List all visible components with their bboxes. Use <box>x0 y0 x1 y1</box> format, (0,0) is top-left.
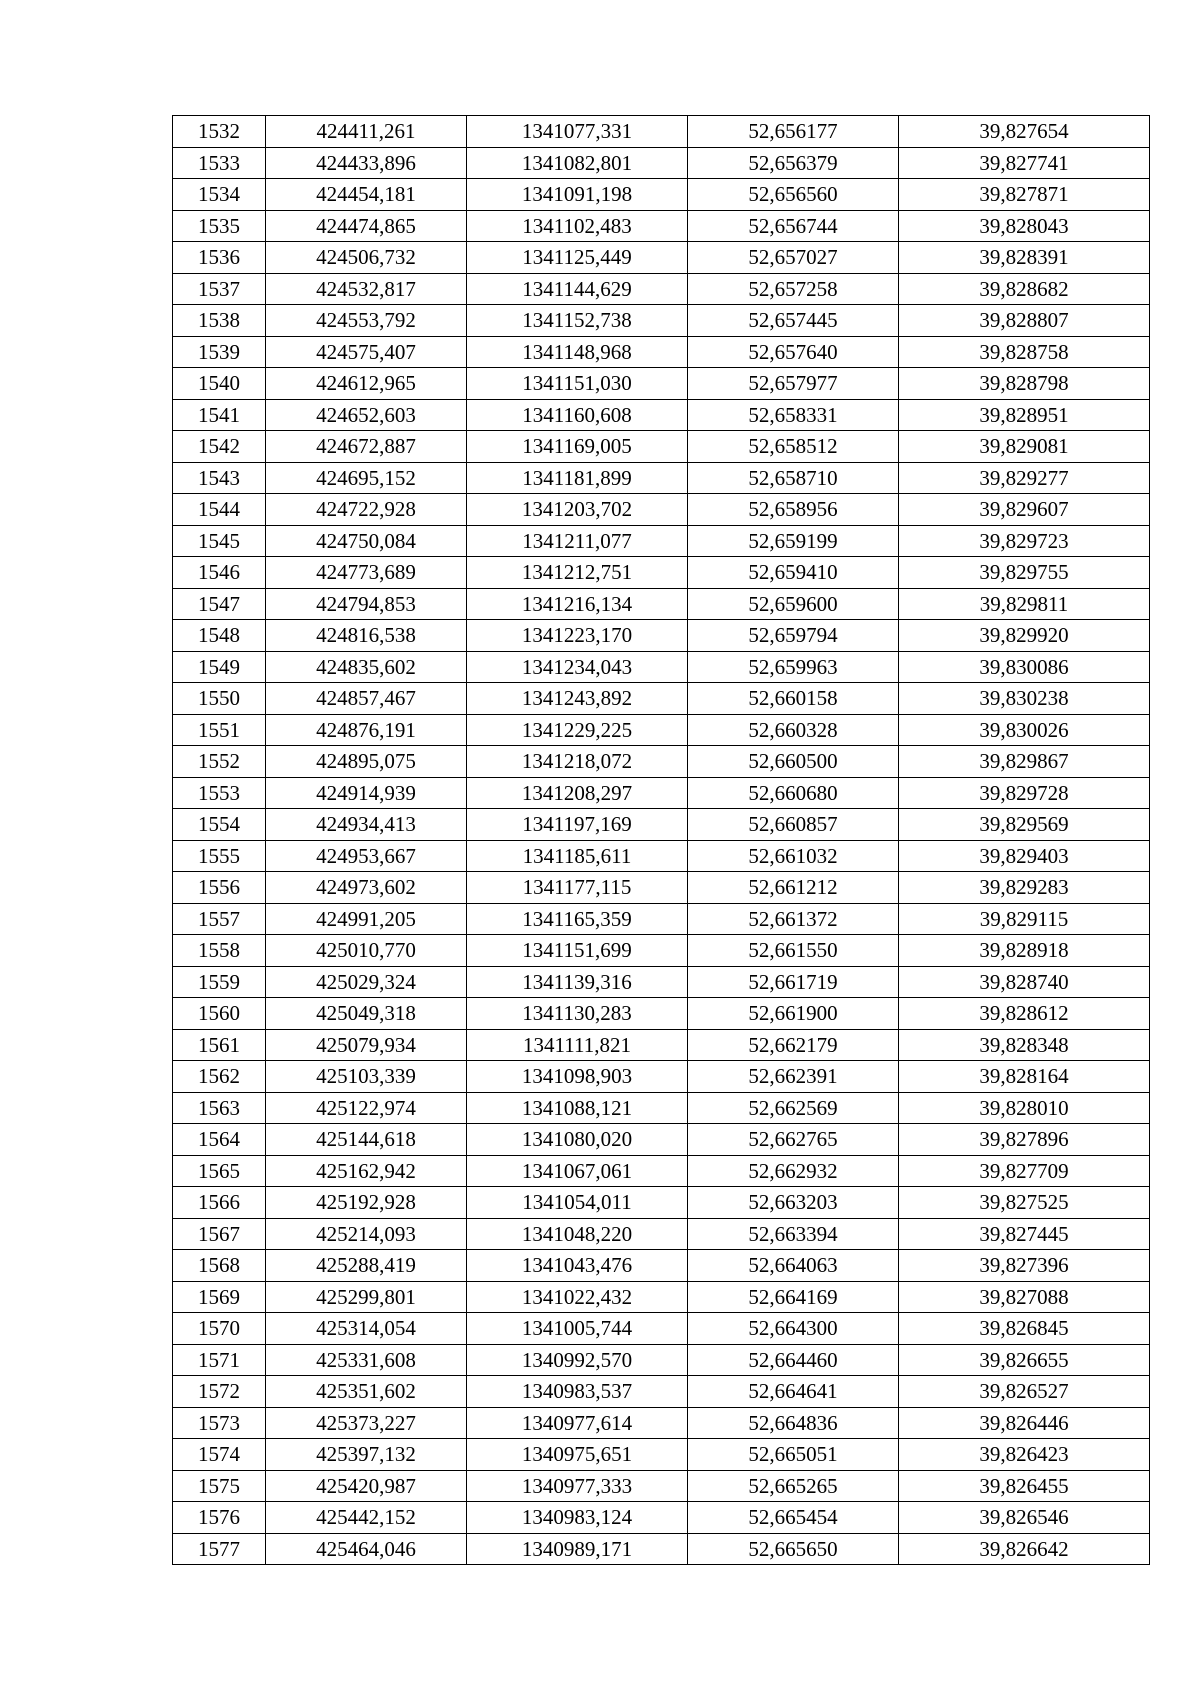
latitude-cell: 52,664836 <box>688 1407 899 1439</box>
x-coordinate-cell: 425373,227 <box>266 1407 467 1439</box>
point-number-cell: 1567 <box>173 1218 266 1250</box>
point-number-cell: 1557 <box>173 903 266 935</box>
latitude-cell: 52,662569 <box>688 1092 899 1124</box>
table-row <box>173 336 1150 368</box>
y-coordinate-cell: 1340977,333 <box>467 1470 688 1502</box>
table-row <box>173 1092 1150 1124</box>
longitude-cell: 39,826527 <box>899 1376 1150 1408</box>
longitude-cell: 39,827709 <box>899 1155 1150 1187</box>
table-row <box>173 1376 1150 1408</box>
latitude-cell: 52,664460 <box>688 1344 899 1376</box>
longitude-cell: 39,830086 <box>899 651 1150 683</box>
point-number-cell: 1544 <box>173 494 266 526</box>
x-coordinate-cell: 425029,324 <box>266 966 467 998</box>
y-coordinate-cell: 1341082,801 <box>467 147 688 179</box>
latitude-cell: 52,664641 <box>688 1376 899 1408</box>
table-row <box>173 431 1150 463</box>
table-row <box>173 809 1150 841</box>
longitude-cell: 39,827741 <box>899 147 1150 179</box>
table-row <box>173 1187 1150 1219</box>
y-coordinate-cell: 1341169,005 <box>467 431 688 463</box>
x-coordinate-cell: 424835,602 <box>266 651 467 683</box>
x-coordinate-cell: 424695,152 <box>266 462 467 494</box>
latitude-cell: 52,664169 <box>688 1281 899 1313</box>
x-coordinate-cell: 424794,853 <box>266 588 467 620</box>
longitude-cell: 39,829569 <box>899 809 1150 841</box>
latitude-cell: 52,658956 <box>688 494 899 526</box>
longitude-cell: 39,829283 <box>899 872 1150 904</box>
y-coordinate-cell: 1341229,225 <box>467 714 688 746</box>
x-coordinate-cell: 424575,407 <box>266 336 467 368</box>
longitude-cell: 39,829723 <box>899 525 1150 557</box>
coordinates-table-body <box>173 116 1150 1565</box>
y-coordinate-cell: 1341243,892 <box>467 683 688 715</box>
table-row <box>173 935 1150 967</box>
table-row <box>173 620 1150 652</box>
longitude-cell: 39,829607 <box>899 494 1150 526</box>
longitude-cell: 39,828682 <box>899 273 1150 305</box>
longitude-cell: 39,827525 <box>899 1187 1150 1219</box>
longitude-cell: 39,826446 <box>899 1407 1150 1439</box>
latitude-cell: 52,659794 <box>688 620 899 652</box>
y-coordinate-cell: 1341160,608 <box>467 399 688 431</box>
x-coordinate-cell: 424816,538 <box>266 620 467 652</box>
x-coordinate-cell: 424612,965 <box>266 368 467 400</box>
x-coordinate-cell: 424652,603 <box>266 399 467 431</box>
point-number-cell: 1577 <box>173 1533 266 1565</box>
table-row <box>173 1029 1150 1061</box>
y-coordinate-cell: 1341102,483 <box>467 210 688 242</box>
latitude-cell: 52,657027 <box>688 242 899 274</box>
point-number-cell: 1535 <box>173 210 266 242</box>
table-row <box>173 1250 1150 1282</box>
latitude-cell: 52,660857 <box>688 809 899 841</box>
y-coordinate-cell: 1341139,316 <box>467 966 688 998</box>
x-coordinate-cell: 424953,667 <box>266 840 467 872</box>
y-coordinate-cell: 1341088,121 <box>467 1092 688 1124</box>
latitude-cell: 52,659199 <box>688 525 899 557</box>
longitude-cell: 39,826546 <box>899 1502 1150 1534</box>
x-coordinate-cell: 425464,046 <box>266 1533 467 1565</box>
latitude-cell: 52,665454 <box>688 1502 899 1534</box>
longitude-cell: 39,827871 <box>899 179 1150 211</box>
table-row <box>173 557 1150 589</box>
point-number-cell: 1551 <box>173 714 266 746</box>
table-row <box>173 1470 1150 1502</box>
latitude-cell: 52,659963 <box>688 651 899 683</box>
longitude-cell: 39,827896 <box>899 1124 1150 1156</box>
longitude-cell: 39,828798 <box>899 368 1150 400</box>
table-row <box>173 683 1150 715</box>
latitude-cell: 52,663394 <box>688 1218 899 1250</box>
y-coordinate-cell: 1341054,011 <box>467 1187 688 1219</box>
y-coordinate-cell: 1341223,170 <box>467 620 688 652</box>
latitude-cell: 52,659600 <box>688 588 899 620</box>
longitude-cell: 39,828164 <box>899 1061 1150 1093</box>
x-coordinate-cell: 424553,792 <box>266 305 467 337</box>
x-coordinate-cell: 424934,413 <box>266 809 467 841</box>
point-number-cell: 1549 <box>173 651 266 683</box>
latitude-cell: 52,660500 <box>688 746 899 778</box>
longitude-cell: 39,828391 <box>899 242 1150 274</box>
latitude-cell: 52,660680 <box>688 777 899 809</box>
y-coordinate-cell: 1341111,821 <box>467 1029 688 1061</box>
x-coordinate-cell: 424773,689 <box>266 557 467 589</box>
point-number-cell: 1533 <box>173 147 266 179</box>
y-coordinate-cell: 1340992,570 <box>467 1344 688 1376</box>
table-row <box>173 462 1150 494</box>
x-coordinate-cell: 425049,318 <box>266 998 467 1030</box>
point-number-cell: 1568 <box>173 1250 266 1282</box>
longitude-cell: 39,829811 <box>899 588 1150 620</box>
y-coordinate-cell: 1341043,476 <box>467 1250 688 1282</box>
longitude-cell: 39,829867 <box>899 746 1150 778</box>
x-coordinate-cell: 425288,419 <box>266 1250 467 1282</box>
table-row <box>173 588 1150 620</box>
y-coordinate-cell: 1340983,537 <box>467 1376 688 1408</box>
y-coordinate-cell: 1341144,629 <box>467 273 688 305</box>
x-coordinate-cell: 424722,928 <box>266 494 467 526</box>
point-number-cell: 1547 <box>173 588 266 620</box>
latitude-cell: 52,657258 <box>688 273 899 305</box>
point-number-cell: 1566 <box>173 1187 266 1219</box>
longitude-cell: 39,828740 <box>899 966 1150 998</box>
point-number-cell: 1537 <box>173 273 266 305</box>
longitude-cell: 39,828348 <box>899 1029 1150 1061</box>
latitude-cell: 52,664300 <box>688 1313 899 1345</box>
x-coordinate-cell: 425103,339 <box>266 1061 467 1093</box>
table-row <box>173 494 1150 526</box>
longitude-cell: 39,828758 <box>899 336 1150 368</box>
latitude-cell: 52,662765 <box>688 1124 899 1156</box>
x-coordinate-cell: 425314,054 <box>266 1313 467 1345</box>
longitude-cell: 39,829920 <box>899 620 1150 652</box>
x-coordinate-cell: 425331,608 <box>266 1344 467 1376</box>
point-number-cell: 1552 <box>173 746 266 778</box>
coordinates-table <box>172 115 1150 1565</box>
y-coordinate-cell: 1341091,198 <box>467 179 688 211</box>
longitude-cell: 39,826642 <box>899 1533 1150 1565</box>
longitude-cell: 39,826655 <box>899 1344 1150 1376</box>
longitude-cell: 39,828612 <box>899 998 1150 1030</box>
longitude-cell: 39,829755 <box>899 557 1150 589</box>
y-coordinate-cell: 1341067,061 <box>467 1155 688 1187</box>
table-row <box>173 273 1150 305</box>
longitude-cell: 39,826455 <box>899 1470 1150 1502</box>
longitude-cell: 39,828918 <box>899 935 1150 967</box>
table-row <box>173 1124 1150 1156</box>
x-coordinate-cell: 425079,934 <box>266 1029 467 1061</box>
latitude-cell: 52,662179 <box>688 1029 899 1061</box>
x-coordinate-cell: 425162,942 <box>266 1155 467 1187</box>
table-row <box>173 903 1150 935</box>
latitude-cell: 52,665051 <box>688 1439 899 1471</box>
latitude-cell: 52,661550 <box>688 935 899 967</box>
point-number-cell: 1538 <box>173 305 266 337</box>
x-coordinate-cell: 424991,205 <box>266 903 467 935</box>
latitude-cell: 52,658512 <box>688 431 899 463</box>
table-row <box>173 1407 1150 1439</box>
point-number-cell: 1569 <box>173 1281 266 1313</box>
latitude-cell: 52,661372 <box>688 903 899 935</box>
point-number-cell: 1562 <box>173 1061 266 1093</box>
x-coordinate-cell: 424532,817 <box>266 273 467 305</box>
point-number-cell: 1543 <box>173 462 266 494</box>
y-coordinate-cell: 1341130,283 <box>467 998 688 1030</box>
longitude-cell: 39,827396 <box>899 1250 1150 1282</box>
latitude-cell: 52,665265 <box>688 1470 899 1502</box>
x-coordinate-cell: 424750,084 <box>266 525 467 557</box>
latitude-cell: 52,657640 <box>688 336 899 368</box>
point-number-cell: 1574 <box>173 1439 266 1471</box>
latitude-cell: 52,665650 <box>688 1533 899 1565</box>
longitude-cell: 39,829728 <box>899 777 1150 809</box>
x-coordinate-cell: 424876,191 <box>266 714 467 746</box>
latitude-cell: 52,661719 <box>688 966 899 998</box>
table-row <box>173 525 1150 557</box>
table-row <box>173 714 1150 746</box>
y-coordinate-cell: 1341151,699 <box>467 935 688 967</box>
table-row <box>173 116 1150 148</box>
latitude-cell: 52,658331 <box>688 399 899 431</box>
longitude-cell: 39,828951 <box>899 399 1150 431</box>
y-coordinate-cell: 1341080,020 <box>467 1124 688 1156</box>
latitude-cell: 52,661032 <box>688 840 899 872</box>
longitude-cell: 39,829115 <box>899 903 1150 935</box>
point-number-cell: 1550 <box>173 683 266 715</box>
x-coordinate-cell: 425144,618 <box>266 1124 467 1156</box>
x-coordinate-cell: 424474,865 <box>266 210 467 242</box>
x-coordinate-cell: 425010,770 <box>266 935 467 967</box>
latitude-cell: 52,663203 <box>688 1187 899 1219</box>
longitude-cell: 39,828043 <box>899 210 1150 242</box>
table-row <box>173 1502 1150 1534</box>
y-coordinate-cell: 1341005,744 <box>467 1313 688 1345</box>
x-coordinate-cell: 425420,987 <box>266 1470 467 1502</box>
x-coordinate-cell: 425214,093 <box>266 1218 467 1250</box>
point-number-cell: 1536 <box>173 242 266 274</box>
point-number-cell: 1573 <box>173 1407 266 1439</box>
y-coordinate-cell: 1341211,077 <box>467 525 688 557</box>
y-coordinate-cell: 1341077,331 <box>467 116 688 148</box>
longitude-cell: 39,830238 <box>899 683 1150 715</box>
longitude-cell: 39,828807 <box>899 305 1150 337</box>
latitude-cell: 52,656560 <box>688 179 899 211</box>
longitude-cell: 39,826845 <box>899 1313 1150 1345</box>
y-coordinate-cell: 1340975,651 <box>467 1439 688 1471</box>
table-row <box>173 1155 1150 1187</box>
latitude-cell: 52,662932 <box>688 1155 899 1187</box>
table-row <box>173 651 1150 683</box>
x-coordinate-cell: 424895,075 <box>266 746 467 778</box>
latitude-cell: 52,657977 <box>688 368 899 400</box>
point-number-cell: 1553 <box>173 777 266 809</box>
point-number-cell: 1561 <box>173 1029 266 1061</box>
y-coordinate-cell: 1340989,171 <box>467 1533 688 1565</box>
point-number-cell: 1565 <box>173 1155 266 1187</box>
x-coordinate-cell: 424506,732 <box>266 242 467 274</box>
latitude-cell: 52,661212 <box>688 872 899 904</box>
x-coordinate-cell: 425192,928 <box>266 1187 467 1219</box>
y-coordinate-cell: 1341098,903 <box>467 1061 688 1093</box>
table-row <box>173 966 1150 998</box>
table-row <box>173 1061 1150 1093</box>
point-number-cell: 1556 <box>173 872 266 904</box>
x-coordinate-cell: 424857,467 <box>266 683 467 715</box>
point-number-cell: 1546 <box>173 557 266 589</box>
table-row <box>173 210 1150 242</box>
x-coordinate-cell: 425299,801 <box>266 1281 467 1313</box>
point-number-cell: 1564 <box>173 1124 266 1156</box>
x-coordinate-cell: 424672,887 <box>266 431 467 463</box>
x-coordinate-cell: 424433,896 <box>266 147 467 179</box>
latitude-cell: 52,658710 <box>688 462 899 494</box>
table-row <box>173 746 1150 778</box>
table-row <box>173 1313 1150 1345</box>
table-row <box>173 399 1150 431</box>
latitude-cell: 52,656177 <box>688 116 899 148</box>
point-number-cell: 1575 <box>173 1470 266 1502</box>
longitude-cell: 39,826423 <box>899 1439 1150 1471</box>
point-number-cell: 1560 <box>173 998 266 1030</box>
y-coordinate-cell: 1341181,899 <box>467 462 688 494</box>
x-coordinate-cell: 425397,132 <box>266 1439 467 1471</box>
table-row <box>173 368 1150 400</box>
longitude-cell: 39,827445 <box>899 1218 1150 1250</box>
point-number-cell: 1534 <box>173 179 266 211</box>
y-coordinate-cell: 1341197,169 <box>467 809 688 841</box>
table-row <box>173 777 1150 809</box>
table-row <box>173 1218 1150 1250</box>
longitude-cell: 39,830026 <box>899 714 1150 746</box>
x-coordinate-cell: 425442,152 <box>266 1502 467 1534</box>
x-coordinate-cell: 424914,939 <box>266 777 467 809</box>
y-coordinate-cell: 1341152,738 <box>467 305 688 337</box>
longitude-cell: 39,828010 <box>899 1092 1150 1124</box>
point-number-cell: 1571 <box>173 1344 266 1376</box>
point-number-cell: 1576 <box>173 1502 266 1534</box>
y-coordinate-cell: 1341022,432 <box>467 1281 688 1313</box>
y-coordinate-cell: 1341151,030 <box>467 368 688 400</box>
latitude-cell: 52,662391 <box>688 1061 899 1093</box>
point-number-cell: 1545 <box>173 525 266 557</box>
y-coordinate-cell: 1341208,297 <box>467 777 688 809</box>
point-number-cell: 1540 <box>173 368 266 400</box>
y-coordinate-cell: 1341125,449 <box>467 242 688 274</box>
latitude-cell: 52,656379 <box>688 147 899 179</box>
table-row <box>173 1281 1150 1313</box>
table-row <box>173 305 1150 337</box>
x-coordinate-cell: 425351,602 <box>266 1376 467 1408</box>
latitude-cell: 52,661900 <box>688 998 899 1030</box>
point-number-cell: 1558 <box>173 935 266 967</box>
y-coordinate-cell: 1341203,702 <box>467 494 688 526</box>
point-number-cell: 1559 <box>173 966 266 998</box>
table-row <box>173 242 1150 274</box>
table-row <box>173 179 1150 211</box>
y-coordinate-cell: 1341216,134 <box>467 588 688 620</box>
y-coordinate-cell: 1340977,614 <box>467 1407 688 1439</box>
table-row <box>173 1533 1150 1565</box>
table-row <box>173 1344 1150 1376</box>
latitude-cell: 52,664063 <box>688 1250 899 1282</box>
table-row <box>173 872 1150 904</box>
y-coordinate-cell: 1341048,220 <box>467 1218 688 1250</box>
point-number-cell: 1570 <box>173 1313 266 1345</box>
table-row <box>173 998 1150 1030</box>
y-coordinate-cell: 1341234,043 <box>467 651 688 683</box>
point-number-cell: 1539 <box>173 336 266 368</box>
point-number-cell: 1554 <box>173 809 266 841</box>
latitude-cell: 52,660158 <box>688 683 899 715</box>
y-coordinate-cell: 1341177,115 <box>467 872 688 904</box>
table-row <box>173 1439 1150 1471</box>
longitude-cell: 39,827654 <box>899 116 1150 148</box>
point-number-cell: 1542 <box>173 431 266 463</box>
table-row <box>173 147 1150 179</box>
longitude-cell: 39,827088 <box>899 1281 1150 1313</box>
latitude-cell: 52,657445 <box>688 305 899 337</box>
x-coordinate-cell: 424454,181 <box>266 179 467 211</box>
y-coordinate-cell: 1341185,611 <box>467 840 688 872</box>
x-coordinate-cell: 424973,602 <box>266 872 467 904</box>
longitude-cell: 39,829277 <box>899 462 1150 494</box>
point-number-cell: 1532 <box>173 116 266 148</box>
y-coordinate-cell: 1341148,968 <box>467 336 688 368</box>
latitude-cell: 52,660328 <box>688 714 899 746</box>
point-number-cell: 1572 <box>173 1376 266 1408</box>
longitude-cell: 39,829403 <box>899 840 1150 872</box>
latitude-cell: 52,656744 <box>688 210 899 242</box>
latitude-cell: 52,659410 <box>688 557 899 589</box>
y-coordinate-cell: 1341212,751 <box>467 557 688 589</box>
point-number-cell: 1541 <box>173 399 266 431</box>
x-coordinate-cell: 425122,974 <box>266 1092 467 1124</box>
point-number-cell: 1548 <box>173 620 266 652</box>
table-row <box>173 840 1150 872</box>
x-coordinate-cell: 424411,261 <box>266 116 467 148</box>
y-coordinate-cell: 1341218,072 <box>467 746 688 778</box>
point-number-cell: 1555 <box>173 840 266 872</box>
y-coordinate-cell: 1341165,359 <box>467 903 688 935</box>
y-coordinate-cell: 1340983,124 <box>467 1502 688 1534</box>
point-number-cell: 1563 <box>173 1092 266 1124</box>
longitude-cell: 39,829081 <box>899 431 1150 463</box>
